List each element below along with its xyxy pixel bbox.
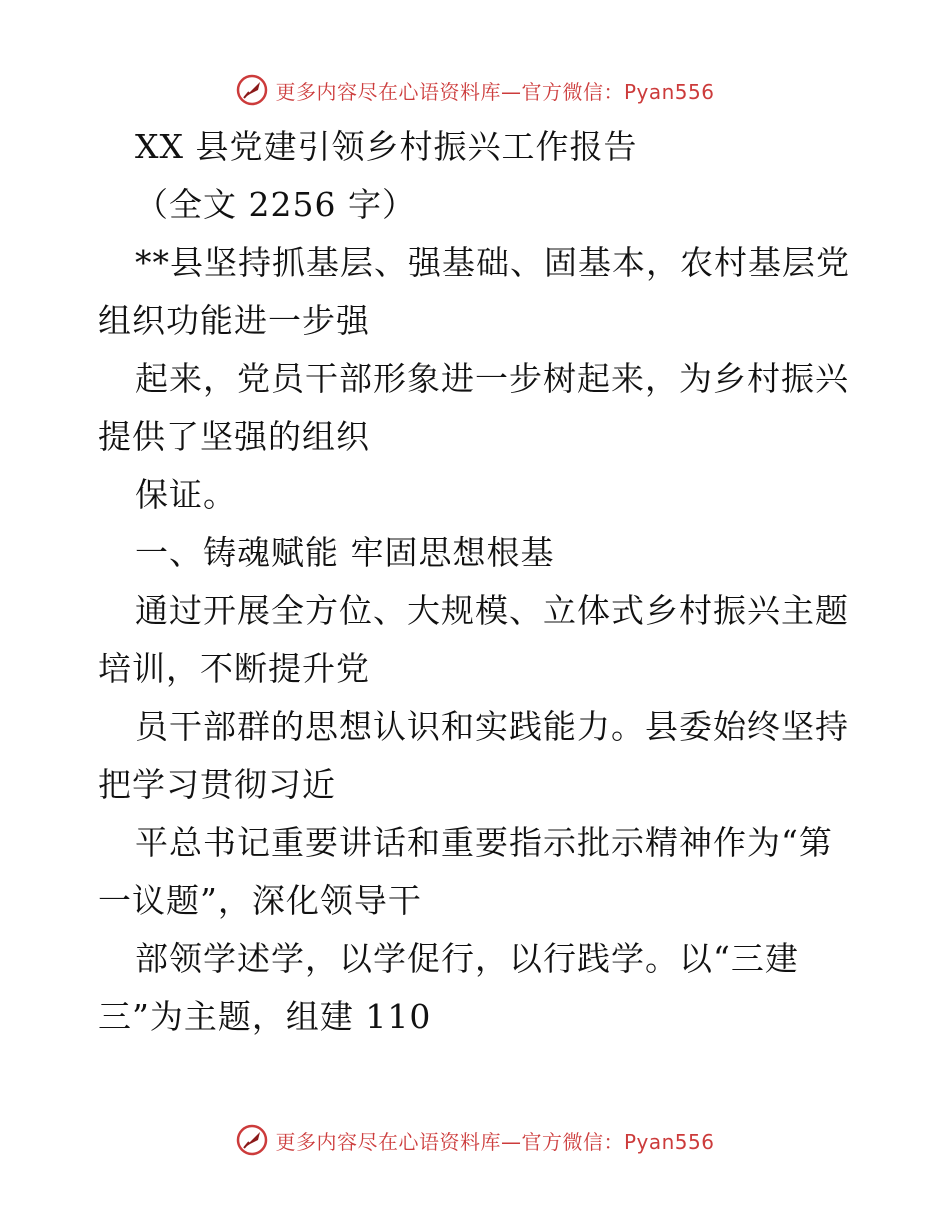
paragraph-line: 部领学述学，以学促行，以行践学。以“三建 <box>135 939 799 978</box>
paragraph-line: 培训，不断提升党 <box>98 649 370 688</box>
quill-logo-icon <box>235 1123 269 1157</box>
paragraph-line: 员干部群的思想认识和实践能力。县委始终坚持 <box>135 707 849 746</box>
quill-logo-icon <box>235 73 269 107</box>
paragraph-line: 平总书记重要讲话和重要指示批示精神作为“第 <box>135 823 833 862</box>
paragraph-line: **县坚持抓基层、强基础、固基本，农村基层党 <box>135 243 850 282</box>
document-title: XX 县党建引领乡村振兴工作报告 <box>135 127 638 166</box>
paragraph-line: 通过开展全方位、大规模、立体式乡村振兴主题 <box>135 591 849 630</box>
paragraph-line: 三”为主题，组建 110 <box>98 997 432 1036</box>
paragraph-line: 一议题”，深化领导干 <box>98 881 422 920</box>
paragraph-line: 保证。 <box>135 475 237 514</box>
watermark-header <box>0 70 950 110</box>
watermark-text: 更多内容尽在心语资料库—官方微信：Pyan556 <box>275 79 715 104</box>
paragraph-line: 组织功能进一步强 <box>98 301 370 340</box>
word-count: （全文 2256 字） <box>135 185 416 224</box>
paragraph-line: 起来，党员干部形象进一步树起来，为乡村振兴 <box>135 359 849 398</box>
document-body <box>98 118 858 1046</box>
paragraph-line: 提供了坚强的组织 <box>98 417 370 456</box>
paragraph-line: 把学习贯彻习近 <box>98 765 336 804</box>
watermark-footer <box>0 1120 950 1160</box>
watermark-text: 更多内容尽在心语资料库—官方微信：Pyan556 <box>275 1129 715 1154</box>
section-heading: 一、铸魂赋能 牢固思想根基 <box>135 533 555 572</box>
